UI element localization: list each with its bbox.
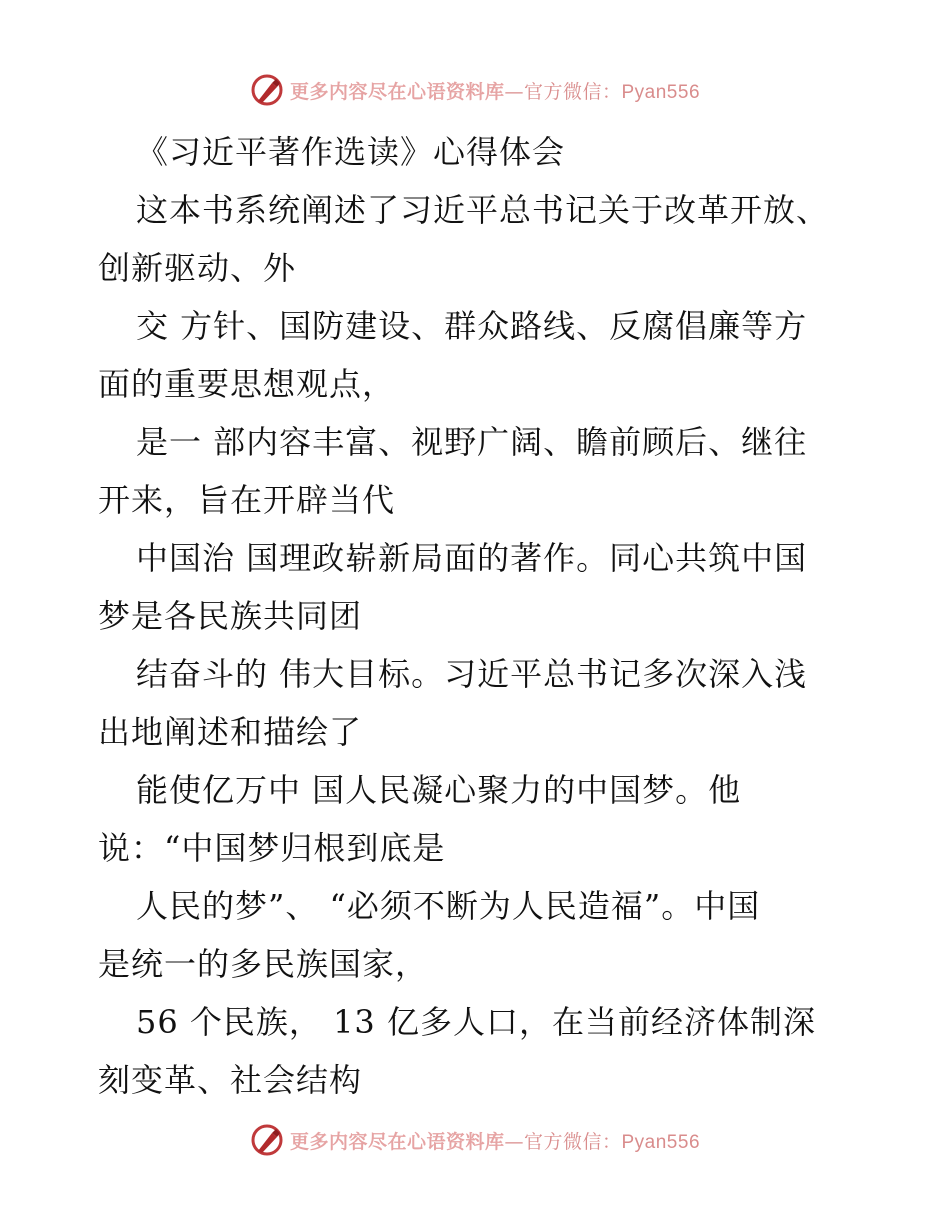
- paragraph-line: 出地阐述和描绘了: [98, 713, 363, 751]
- paragraph-line: 能使亿万中 国人民凝心聚力的中国梦。他: [136, 771, 742, 809]
- watermark-id: Pyan556: [621, 1131, 701, 1153]
- paragraph-line: 梦是各民族共同团: [98, 597, 363, 635]
- watermark-dash: —: [504, 80, 524, 103]
- paragraph-line: 这本书系统阐述了习近平总书记关于改革开放、: [136, 191, 830, 229]
- watermark-official: 官方微信：: [523, 80, 622, 103]
- watermark-text: [290, 1127, 700, 1154]
- pen-nib-logo-icon: [250, 73, 284, 107]
- watermark-prefix: 更多内容尽在心语资料库: [289, 80, 505, 103]
- paragraph-line: 开来，旨在开辟当代: [98, 481, 396, 519]
- watermark-prefix: 更多内容尽在心语资料库: [289, 1130, 505, 1153]
- paragraph-line: 结奋斗的 伟大目标。习近平总书记多次深入浅: [136, 655, 808, 693]
- watermark-id: Pyan556: [621, 81, 701, 103]
- paragraph-line: 56 个民族， 13 亿多人口，在当前经济体制深: [136, 1003, 816, 1041]
- paragraph-line: 说：“中国梦归根到底是: [98, 829, 446, 867]
- paragraph-line: 刻变革、社会结构: [98, 1061, 363, 1099]
- document-title: 《习近平著作选读》心得体会: [136, 133, 566, 171]
- paragraph-line: 人民的梦”、 “必须不断为人民造福”。中国: [136, 887, 761, 925]
- pen-nib-logo-icon: [250, 1123, 284, 1157]
- paragraph-line: 是一 部内容丰富、视野广阔、瞻前顾后、继往: [136, 423, 808, 461]
- paragraph-line: 创新驱动、外: [98, 249, 297, 287]
- header-watermark: [0, 70, 950, 110]
- watermark-dash: —: [504, 1130, 524, 1153]
- watermark-text: [290, 77, 700, 104]
- paragraph-line: 是统一的多民族国家，: [98, 945, 429, 983]
- footer-watermark: [0, 1120, 950, 1160]
- watermark-official: 官方微信：: [523, 1130, 622, 1153]
- paragraph-line: 面的重要思想观点，: [98, 365, 396, 403]
- document-body: [98, 123, 838, 1109]
- paragraph-line: 中国治 国理政崭新局面的著作。同心共筑中国: [136, 539, 808, 577]
- paragraph-line: 交 方针、国防建设、群众路线、反腐倡廉等方: [136, 307, 808, 345]
